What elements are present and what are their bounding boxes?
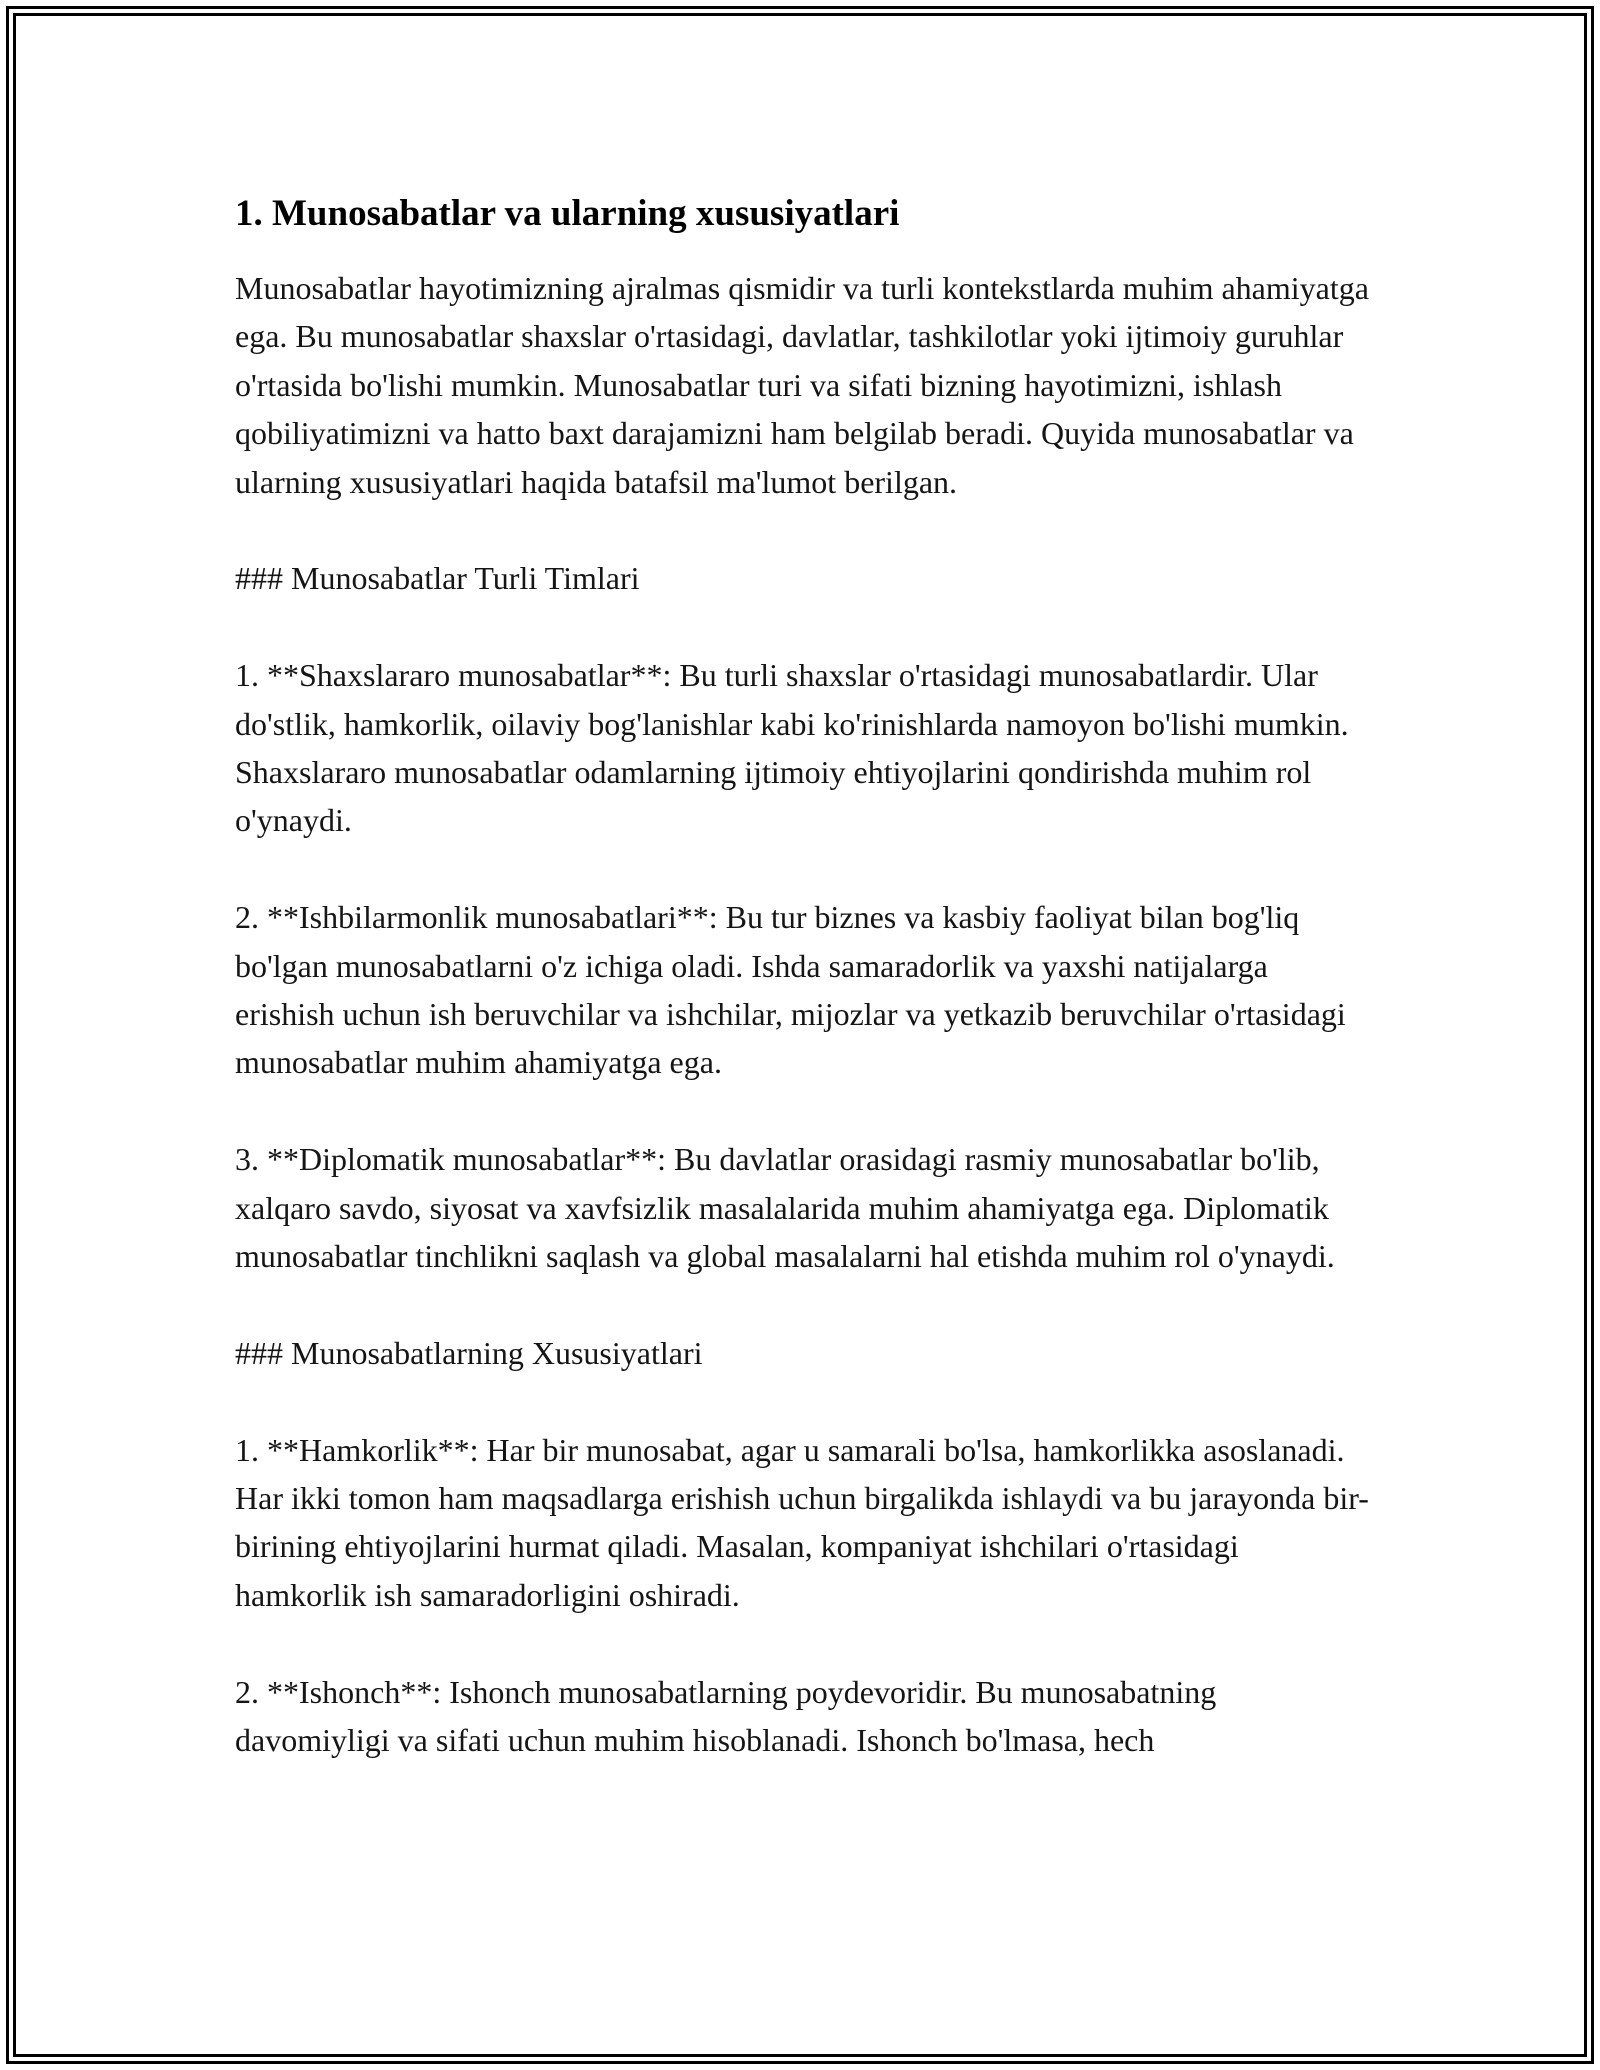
document-body [235, 190, 1375, 1813]
list-item-cooperation: 1. **Hamkorlik**: Har bir munosabat, agar u samarali bo'lsa, hamkorlikka asoslanadi. Har ikki tomon ham maqsadlarga erishish uchun birgalikda ishlaydi va bu jarayonda bir-birining ehtiyojlarini hurmat qiladi. Masalan, kompaniyat ishchilari o'rtasidagi hamkorlik ish samaradorligini oshiradi. [235, 1431, 1369, 1613]
section-heading-features: ### Munosabatlarning Xususiyatlari [235, 1334, 703, 1371]
document-title: 1. Munosabatlar va ularning xususiyatlari [235, 193, 900, 234]
list-item-interpersonal: 1. **Shaxslararo munosabatlar**: Bu turli shaxslar o'rtasidagi munosabatlardir. Ular do'stlik, hamkorlik, oilaviy bog'lanishlar kabi ko'rinishlarda namoyon bo'lishi mumkin. Shaxslararo munosabatlar odamlarning ijtimoiy ehtiyojlarini qondirishda muhim rol o'ynaydi. [235, 657, 1349, 839]
list-item-trust: 2. **Ishonch**: Ishonch munosabatlarning poydevoridir. Bu munosabatning davomiyligi va sifati uchun muhim hisoblanadi. Ishonch bo'lmasa, hech [235, 1673, 1217, 1759]
intro-paragraph: Munosabatlar hayotimizning ajralmas qismidir va turli kontekstlarda muhim ahamiyatga ega. Bu munosabatlar shaxslar o'rtasidagi, davlatlar, tashkilotlar yoki ijtimoiy guruhlar o'rtasida bo'lishi mumkin. Munosabatlar turi va sifati bizning hayotimizni, ishlash qobiliyatimizni va hatto baxt darajamizni ham belgilab beradi. Quyida munosabatlar va ularning xususiyatlari haqida batafsil ma'lumot berilgan. [235, 270, 1369, 500]
section-heading-types: ### Munosabatlar Turli Timlari [235, 560, 640, 597]
list-item-diplomatic: 3. **Diplomatik munosabatlar**: Bu davlatlar orasidagi rasmiy munosabatlar bo'lib, xalqaro savdo, siyosat va xavfsizlik masalalarida muhim ahamiyatga ega. Diplomatik munosabatlar tinchlikni saqlash va global masalalarni hal etishda muhim rol o'ynaydi. [235, 1141, 1335, 1275]
list-item-business: 2. **Ishbilarmonlik munosabatlari**: Bu tur biznes va kasbiy faoliyat bilan bog'liq bo'lgan munosabatlarni o'z ichiga oladi. Ishda samaradorlik va yaxshi natijalarga erishish uchun ish beruvchilar va ishchilar, mijozlar va yetkazib beruvchilar o'rtasidagi munosabatlar muhim ahamiyatga ega. [235, 899, 1346, 1081]
